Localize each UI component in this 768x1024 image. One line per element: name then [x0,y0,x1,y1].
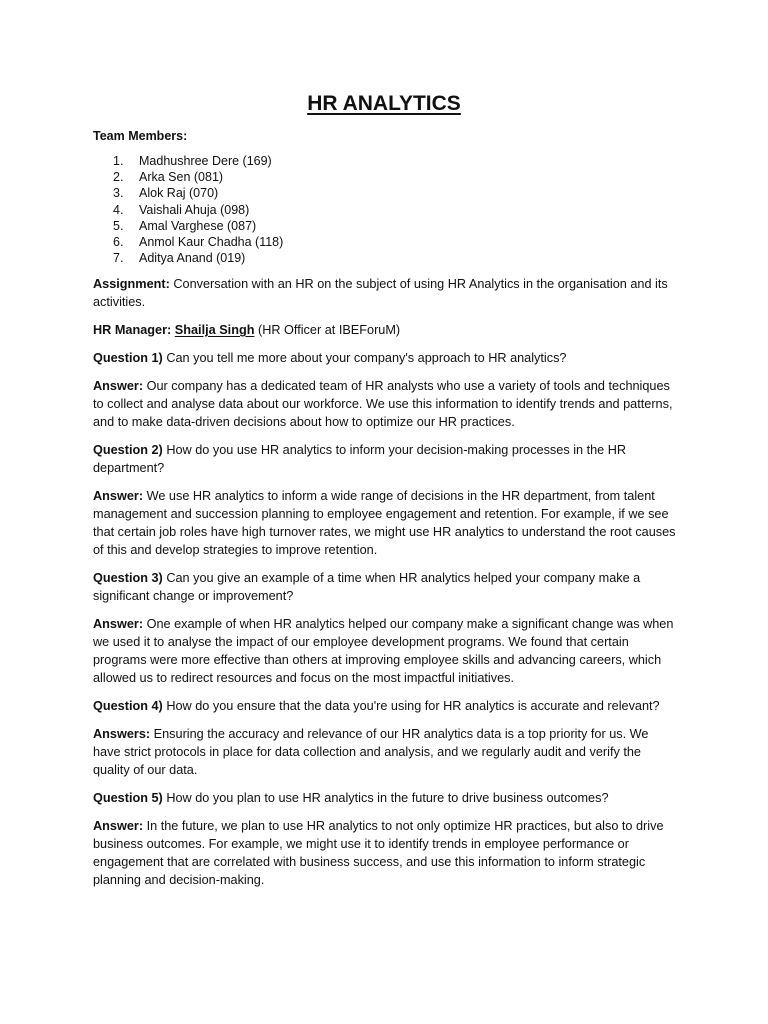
answer-label: Answers: [93,727,151,741]
list-item-number: 6. [113,234,124,249]
question-text: Can you tell me more about your company's approach to HR analytics? [162,351,567,365]
assignment-paragraph [93,275,679,311]
answer-text: In the future, we plan to use HR analytics to not only optimize HR practices, but also to drive business outcomes. For example, we might use it to identify trends in employee performance or engagement that are correlated with business success, and use this information to inform strategic planning and decision-making. [93,819,664,887]
question-text: How do you ensure that the data you're using for HR analytics is accurate and relevant? [162,699,660,713]
hr-manager-name: Shailja Singh [174,323,255,337]
list-item [113,153,283,169]
question-5 [93,789,679,807]
answer-text: One example of when HR analytics helped our company make a significant change was when we used it to analyse the impact of our employee development programs. We found that certain programs were more effective than others at improving employee skills and advancing careers, which allowed us to redirect resources and focus on the most impactful initiatives. [93,617,674,685]
question-4 [93,697,679,715]
question-label: Question 5) [93,791,163,805]
member-name: Aditya Anand (019) [139,251,246,266]
answer-2 [93,487,679,559]
hr-manager-paragraph [93,321,679,339]
list-item-number: 4. [113,202,124,217]
answer-4 [93,725,679,779]
assignment-text: Conversation with an HR on the subject of using HR Analytics in the organisation and its activities. [93,277,668,309]
answer-label: Answer: [93,489,144,503]
list-item [113,202,283,218]
list-item [113,185,283,201]
answer-label: Answer: [93,819,144,833]
question-label: Question 1) [93,351,163,365]
member-name: Amal Varghese (087) [139,218,257,233]
member-name: Arka Sen (081) [139,170,224,185]
question-2 [93,441,679,477]
list-item-number: 3. [113,186,124,201]
member-name: Vaishali Ahuja (098) [139,202,250,217]
document-body [93,275,679,899]
answer-3 [93,615,679,687]
list-item-number: 1. [113,154,124,168]
answer-text: We use HR analytics to inform a wide range of decisions in the HR department, from talent management and succession planning to employee engagement and retention. For example, if we see that certain job roles have high turnover rates, we might use HR analytics to understand the root causes of this and develop strategies to improve retention. [93,489,676,557]
assignment-label: Assignment: [93,277,170,291]
question-label: Question 3) [93,571,163,585]
hr-manager-label: HR Manager: [93,323,172,337]
team-members-label: Team Members: [93,129,188,143]
document-title [0,90,768,118]
member-name: Alok Raj (070) [139,186,219,201]
member-name: Madhushree Dere (169) [139,154,272,168]
list-item-number: 2. [113,170,124,185]
question-text: How do you plan to use HR analytics in the future to drive business outcomes? [162,791,609,805]
answer-text: Ensuring the accuracy and relevance of our HR analytics data is a top priority for us. We have strict protocols in place for data collection and analysis, and we regularly audit and verify the quality of our data. [93,727,649,777]
list-item-number: 5. [113,218,124,233]
list-item [113,234,283,250]
list-item [113,218,283,234]
title-text: HR ANALYTICS [307,92,461,115]
team-members-list [113,153,283,266]
member-name: Anmol Kaur Chadha (118) [139,234,284,249]
hr-manager-role: (HR Officer at IBEForuM) [254,323,401,337]
list-item-number: 7. [113,251,124,266]
question-text: Can you give an example of a time when HR analytics helped your company make a significant change or improvement? [93,571,641,603]
question-3 [93,569,679,605]
question-label: Question 2) [93,443,163,457]
answer-label: Answer: [93,379,144,393]
answer-label: Answer: [93,617,144,631]
answer-5 [93,817,679,889]
answer-text: Our company has a dedicated team of HR analysts who use a variety of tools and techniques to collect and analyse data about our workforce. We use this information to identify trends and patterns, and to make data-driven decisions about how to optimize our HR practices. [93,379,673,429]
question-label: Question 4) [93,699,163,713]
question-1 [93,349,679,367]
list-item [113,250,283,266]
question-text: How do you use HR analytics to inform your decision-making processes in the HR department? [93,443,627,475]
answer-1 [93,377,679,431]
list-item [113,169,283,185]
